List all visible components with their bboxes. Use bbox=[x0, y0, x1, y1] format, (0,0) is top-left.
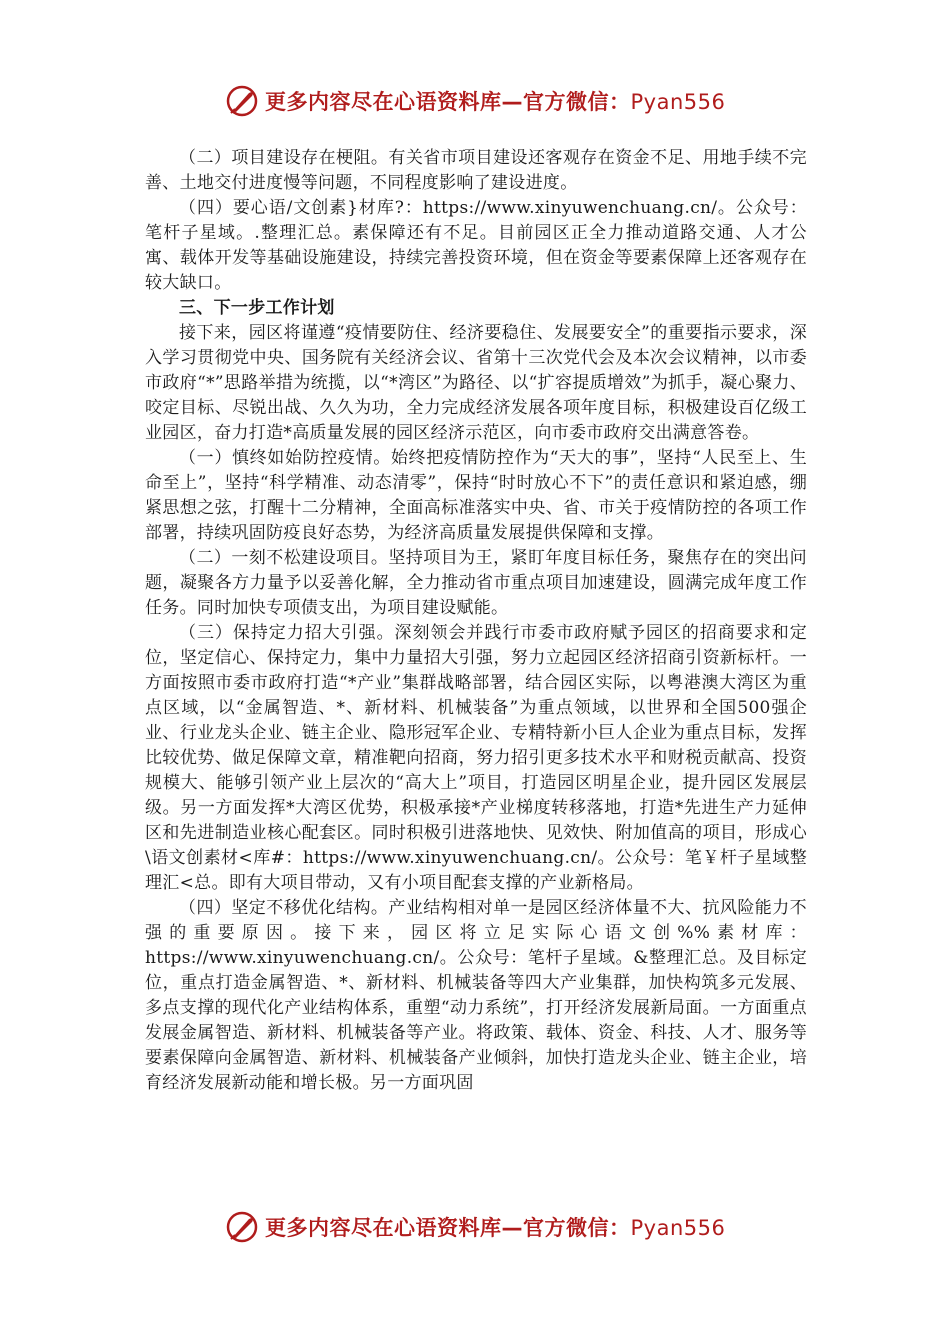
banner-label: 更多内容尽在心语资料库—官方微信： bbox=[265, 90, 631, 114]
footer-watermark-banner bbox=[225, 1210, 745, 1244]
paragraph: （二）项目建设存在梗阻。有关省市项目建设还客观存在资金不足、用地手续不完善、土地交付进度慢等问题，不同程度影响了建设进度。 bbox=[145, 148, 807, 193]
banner-text bbox=[265, 86, 725, 116]
paragraph: （一）慎终如始防控疫情。始终把疫情防控作为“天大的事”，坚持“人民至上、生命至上”，坚持“科学精准、动态清零”，保持“时时放心不下”的责任意识和紧迫感，绷紧思想之弦，打醒十二分精神，全面高标准落实中央、省、市关于疫情防控的各项工作部署，持续巩固防疫良好态势，为经济高质量发展提供保障和支撑。 bbox=[145, 448, 807, 543]
section-heading: 三、下一步工作计划 bbox=[179, 298, 335, 318]
quill-pen-logo-icon bbox=[225, 84, 259, 118]
paragraph: （三）保持定力招大引强。深刻领会并践行市委市政府赋予园区的招商要求和定位，坚定信心、保持定力，集中力量招大引强，努力立起园区经济招商引资新标杆。一方面按照市委市政府打造“*产业”集群战略部署，结合园区实际，以粤港澳大湾区为重点区域，以“金属智造、*、新材料、机械装备”为重点领域，以世界和全国500强企业、行业龙头企业、链主企业、隐形冠军企业、专精特新小巨人企业为重点目标，发挥比较优势、做足保障文章，精准靶向招商，努力招引更多技术水平和财税贡献高、投资规模大、能够引领产业上层次的“高大上”项目，打造园区明星企业，提升园区发展层级。另一方面发挥*大湾区优势，积极承接*产业梯度转移落地，打造*先进生产力延伸区和先进制造业核心配套区。同时积极引进落地快、见效快、附加值高的项目，形成心\语文创素材<库#：https://www.xinyuwenchuang.cn/。公众号：笔￥杆子星域整理汇<总。即有大项目带动，又有小项目配套支撑的产业新格局。 bbox=[145, 623, 807, 893]
header-watermark-banner bbox=[225, 84, 745, 118]
paragraph: （四）坚定不移优化结构。产业结构相对单一是园区经济体量不大、抗风险能力不强的重要原因。接下来，园区将立足实际心语文创%%素材库：https://www.xinyuwenchuang.cn/。公众号：笔杆子星域。&整理汇总。及目标定位，重点打造金属智造、*、新材料、机械装备等四大产业集群，加快构筑多元发展、多点支撑的现代化产业结构体系，重塑“动力系统”，打开经济发展新局面。一方面重点发展金属智造、新材料、机械装备等产业。将政策、载体、资金、科技、人才、服务等要素保障向金属智造、新材料、机械装备产业倾斜，加快打造龙头企业、链主企业，培育经济发展新动能和增长极。另一方面巩固 bbox=[145, 898, 807, 1093]
banner-label: 更多内容尽在心语资料库—官方微信： bbox=[265, 1216, 631, 1240]
wechat-id: Pyan556 bbox=[630, 90, 726, 114]
banner-text bbox=[265, 1212, 725, 1242]
wechat-id: Pyan556 bbox=[630, 1216, 726, 1240]
paragraph: 接下来，园区将谨遵“疫情要防住、经济要稳住、发展要安全”的重要指示要求，深入学习贯彻党中央、国务院有关经济会议、省第十三次党代会及本次会议精神，以市委市政府“*”思路举措为统揽，以“*湾区”为路径、以“扩容提质增效”为抓手，凝心聚力、咬定目标、尽锐出战、久久为功，全力完成经济发展各项年度目标，积极建设百亿级工业园区，奋力打造*高质量发展的园区经济示范区，向市委市政府交出满意答卷。 bbox=[145, 323, 807, 443]
quill-pen-logo-icon bbox=[225, 1210, 259, 1244]
paragraph: （二）一刻不松建设项目。坚持项目为王，紧盯年度目标任务，聚焦存在的突出问题，凝聚各方力量予以妥善化解，全力推动省市重点项目加速建设，圆满完成年度工作任务。同时加快专项债支出，为项目建设赋能。 bbox=[145, 548, 807, 618]
paragraph: （四）要心语/文创素}材库?：https://www.xinyuwenchuang.cn/。公众号：笔杆子星域。.整理汇总。素保障还有不足。目前园区正全力推动道路交通、人才公寓、载体开发等基础设施建设，持续完善投资环境，但在资金等要素保障上还客观存在较大缺口。 bbox=[145, 198, 807, 293]
document-body bbox=[145, 146, 807, 1096]
